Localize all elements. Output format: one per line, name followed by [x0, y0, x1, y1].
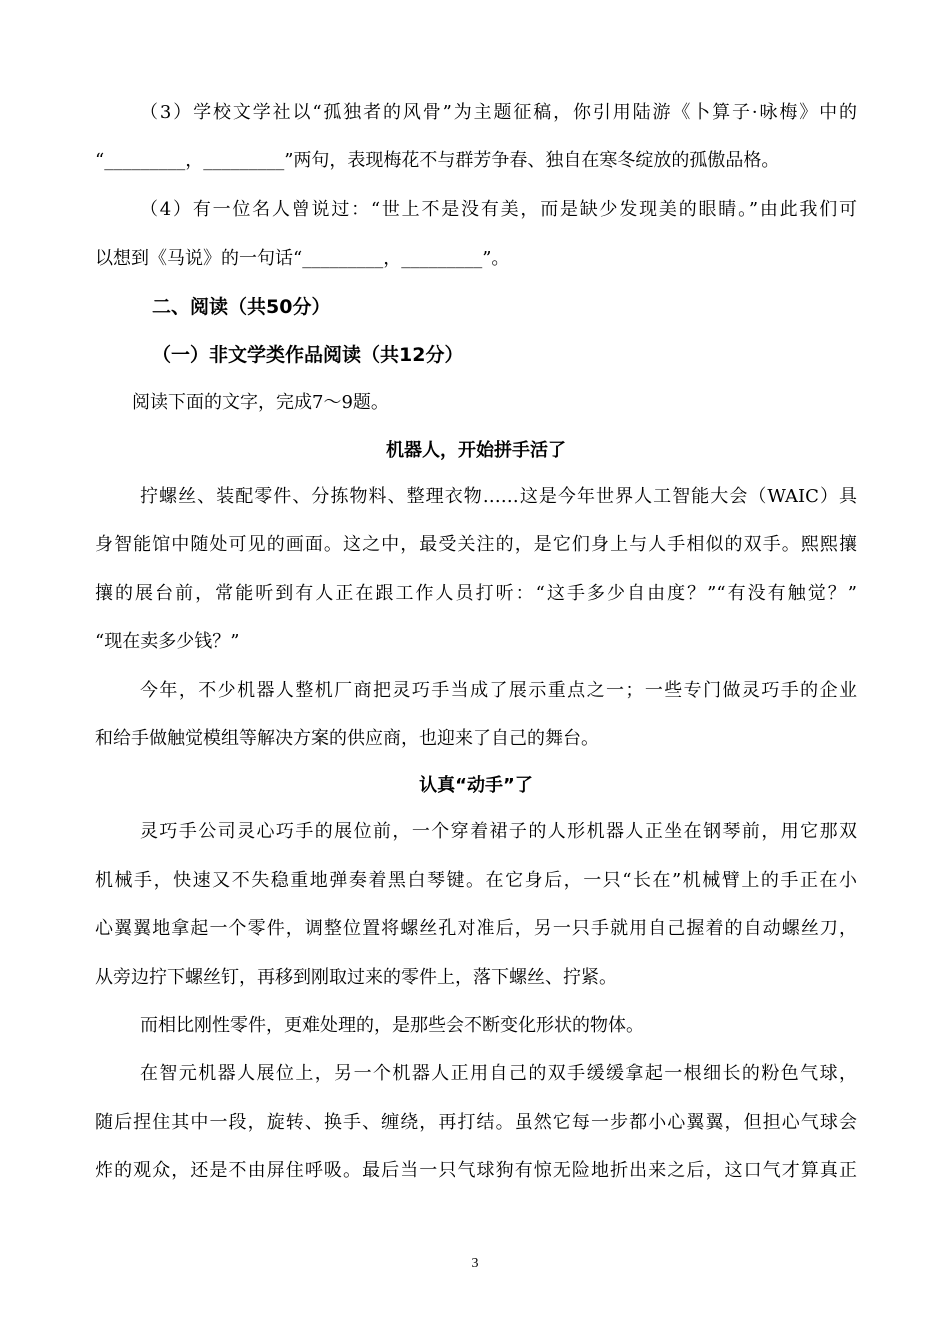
- question-4-line-1: （4）有一位名人曾说过：“世上不是没有美，而是缺少发现美的眼睛。”由此我们可: [140, 199, 857, 220]
- question-3-line-1: （3）学校文学社以“孤独者的风骨”为主题征稿，你引用陆游《卜算子·咏梅》中的: [140, 102, 857, 123]
- paragraph-3-line-3: 心翼翼地拿起一个零件，调整位置将螺丝孔对准后，另一只手就用自己握着的自动螺丝刀，: [95, 918, 857, 939]
- paragraph-1-line-1: 拧螺丝、装配零件、分拣物料、整理衣物……这是今年世界人工智能大会（WAIC）具: [140, 486, 857, 507]
- article-subheading: 认真“动手”了: [419, 775, 533, 796]
- question-4-line-2: 以想到《马说》的一句话“_________，_________”。: [95, 248, 510, 269]
- paragraph-4-line-1: 而相比刚性零件，更难处理的，是那些会不断变化形状的物体。: [140, 1015, 644, 1036]
- paragraph-1-line-3: 攘的展台前，常能听到有人正在跟工作人员打听：“这手多少自由度？”“有没有触觉？”: [95, 583, 857, 604]
- paragraph-3-line-1: 灵巧手公司灵心巧手的展位前，一个穿着裙子的人形机器人正坐在钢琴前，用它那双: [140, 821, 857, 842]
- article-title: 机器人，开始拼手活了: [386, 440, 566, 461]
- paragraph-1-line-4: “现在卖多少钱？”: [95, 631, 240, 652]
- paragraph-5-line-1: 在智元机器人展位上，另一个机器人正用自己的双手缓缓拿起一根细长的粉色气球，: [140, 1063, 857, 1084]
- section-heading: 二、阅读（共50分）: [152, 296, 331, 318]
- question-3-line-2: “_________，_________”两句，表现梅花不与群芳争春、独自在寒冬绽放的孤傲品格。: [95, 150, 780, 171]
- subsection-heading: （一）非文学类作品阅读（共12分）: [152, 344, 464, 366]
- page-number: 3: [471, 1256, 479, 1271]
- paragraph-5-line-2: 随后捏住其中一段，旋转、换手、缠绕，再打结。虽然它每一步都小心翼翼，但担心气球会: [95, 1112, 857, 1133]
- paragraph-3-line-2: 机械手，快速又不失稳重地弹奏着黑白琴键。在它身后，一只“长在”机械臂上的手正在小: [95, 870, 857, 891]
- paragraph-2-line-1: 今年，不少机器人整机厂商把灵巧手当成了展示重点之一；一些专门做灵巧手的企业: [140, 680, 857, 701]
- paragraph-2-line-2: 和给手做触觉模组等解决方案的供应商，也迎来了自己的舞台。: [95, 728, 599, 749]
- paragraph-5-line-3: 炸的观众，还是不由屏住呼吸。最后当一只气球狗有惊无险地折出来之后，这口气才算真正: [95, 1160, 857, 1181]
- paragraph-3-line-4: 从旁边拧下螺丝钉，再移到刚取过来的零件上，落下螺丝、拧紧。: [95, 967, 617, 988]
- reading-instruction: 阅读下面的文字，完成7～9题。: [132, 392, 389, 413]
- paragraph-1-line-2: 身智能馆中随处可见的画面。这之中，最受关注的，是它们身上与人手相似的双手。熙熙攘: [95, 534, 857, 555]
